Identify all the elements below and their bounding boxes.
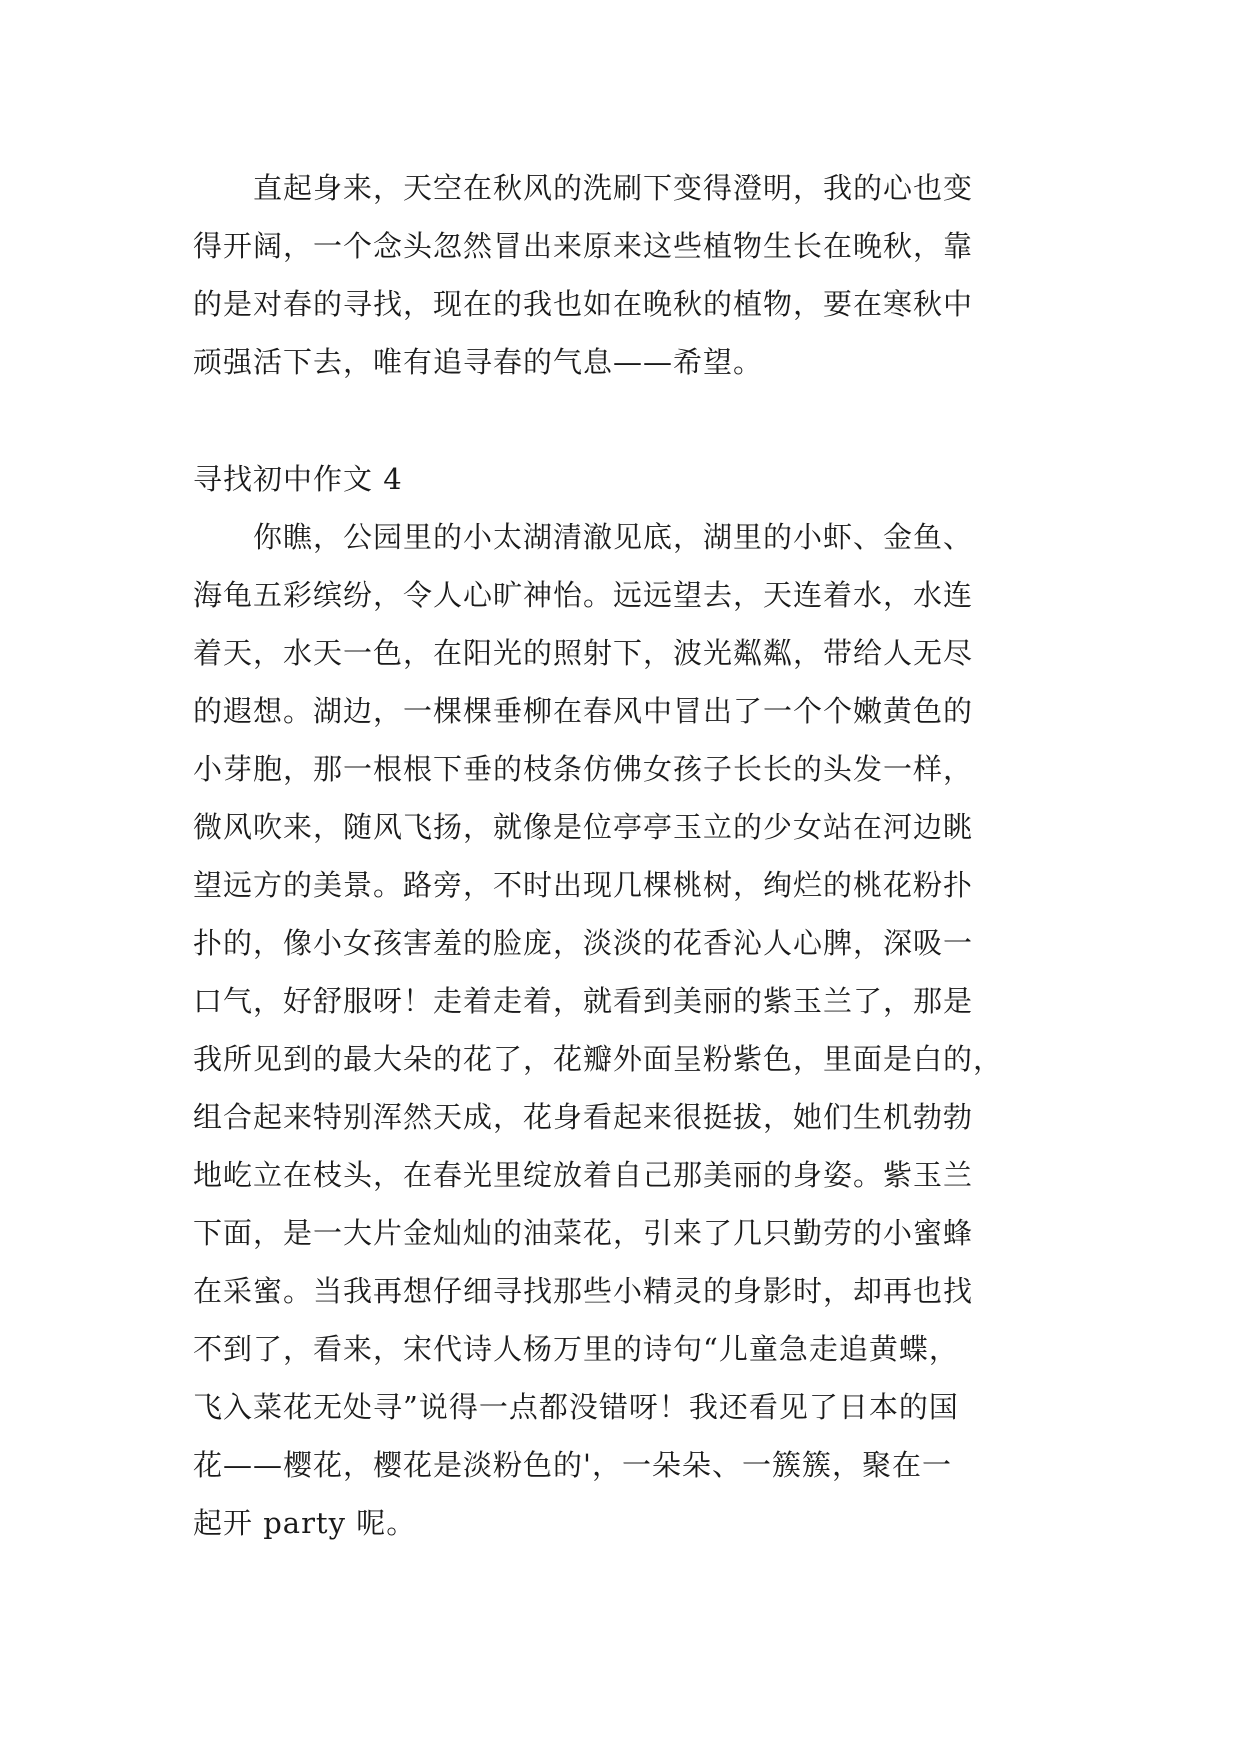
paragraph-2-line: 地屹立在枝头，在春光里绽放着自己那美丽的身姿。紫玉兰 bbox=[193, 1158, 974, 1192]
paragraph-2-line: 花——樱花，樱花是淡粉色的'，一朵朵、一簇簇，聚在一 bbox=[193, 1448, 952, 1482]
paragraph-2-line: 扑的，像小女孩害羞的脸庞，淡淡的花香沁人心脾，深吸一 bbox=[193, 926, 974, 960]
paragraph-2-line: 你瞧，公园里的小太湖清澈见底，湖里的小虾、金鱼、 bbox=[193, 520, 974, 554]
paragraph-1-line: 的是对春的寻找，现在的我也如在晚秋的植物，要在寒秋中 bbox=[193, 287, 974, 321]
paragraph-2-line: 在采蜜。当我再想仔细寻找那些小精灵的身影时，却再也找 bbox=[193, 1274, 974, 1308]
paragraph-1-line: 顽强活下去，唯有追寻春的气息——希望。 bbox=[193, 345, 764, 379]
paragraph-2-line: 的遐想。湖边，一棵棵垂柳在春风中冒出了一个个嫩黄色的 bbox=[193, 694, 974, 728]
paragraph-1-line: 直起身来，天空在秋风的洗刷下变得澄明，我的心也变 bbox=[193, 171, 974, 205]
paragraph-2-line: 我所见到的最大朵的花了，花瓣外面呈粉紫色，里面是白的， bbox=[193, 1042, 1004, 1076]
paragraph-2-line: 微风吹来，随风飞扬，就像是位亭亭玉立的少女站在河边眺 bbox=[193, 810, 974, 844]
paragraph-2-line: 不到了，看来，宋代诗人杨万里的诗句“儿童急走追黄蝶， bbox=[193, 1332, 959, 1366]
paragraph-2-line: 口气，好舒服呀！走着走着，就看到美丽的紫玉兰了，那是 bbox=[193, 984, 974, 1018]
section-heading: 寻找初中作文 4 bbox=[193, 462, 403, 496]
paragraph-2-line: 着天，水天一色，在阳光的照射下，波光粼粼，带给人无尽 bbox=[193, 636, 974, 670]
paragraph-2-line: 海龟五彩缤纷，令人心旷神怡。远远望去，天连着水，水连 bbox=[193, 578, 974, 612]
paragraph-2-line: 起开 party 呢。 bbox=[193, 1506, 417, 1540]
paragraph-2-line: 组合起来特别浑然天成，花身看起来很挺拔，她们生机勃勃 bbox=[193, 1100, 974, 1134]
paragraph-2-line: 望远方的美景。路旁，不时出现几棵桃树，绚烂的桃花粉扑 bbox=[193, 868, 974, 902]
paragraph-1-line: 得开阔，一个念头忽然冒出来原来这些植物生长在晚秋，靠 bbox=[193, 229, 974, 263]
paragraph-2-line: 飞入菜花无处寻”说得一点都没错呀！我还看见了日本的国 bbox=[193, 1390, 959, 1424]
paragraph-2-line: 下面，是一大片金灿灿的油菜花，引来了几只勤劳的小蜜蜂 bbox=[193, 1216, 974, 1250]
paragraph-2-line: 小芽胞，那一根根下垂的枝条仿佛女孩子长长的头发一样， bbox=[193, 752, 974, 786]
